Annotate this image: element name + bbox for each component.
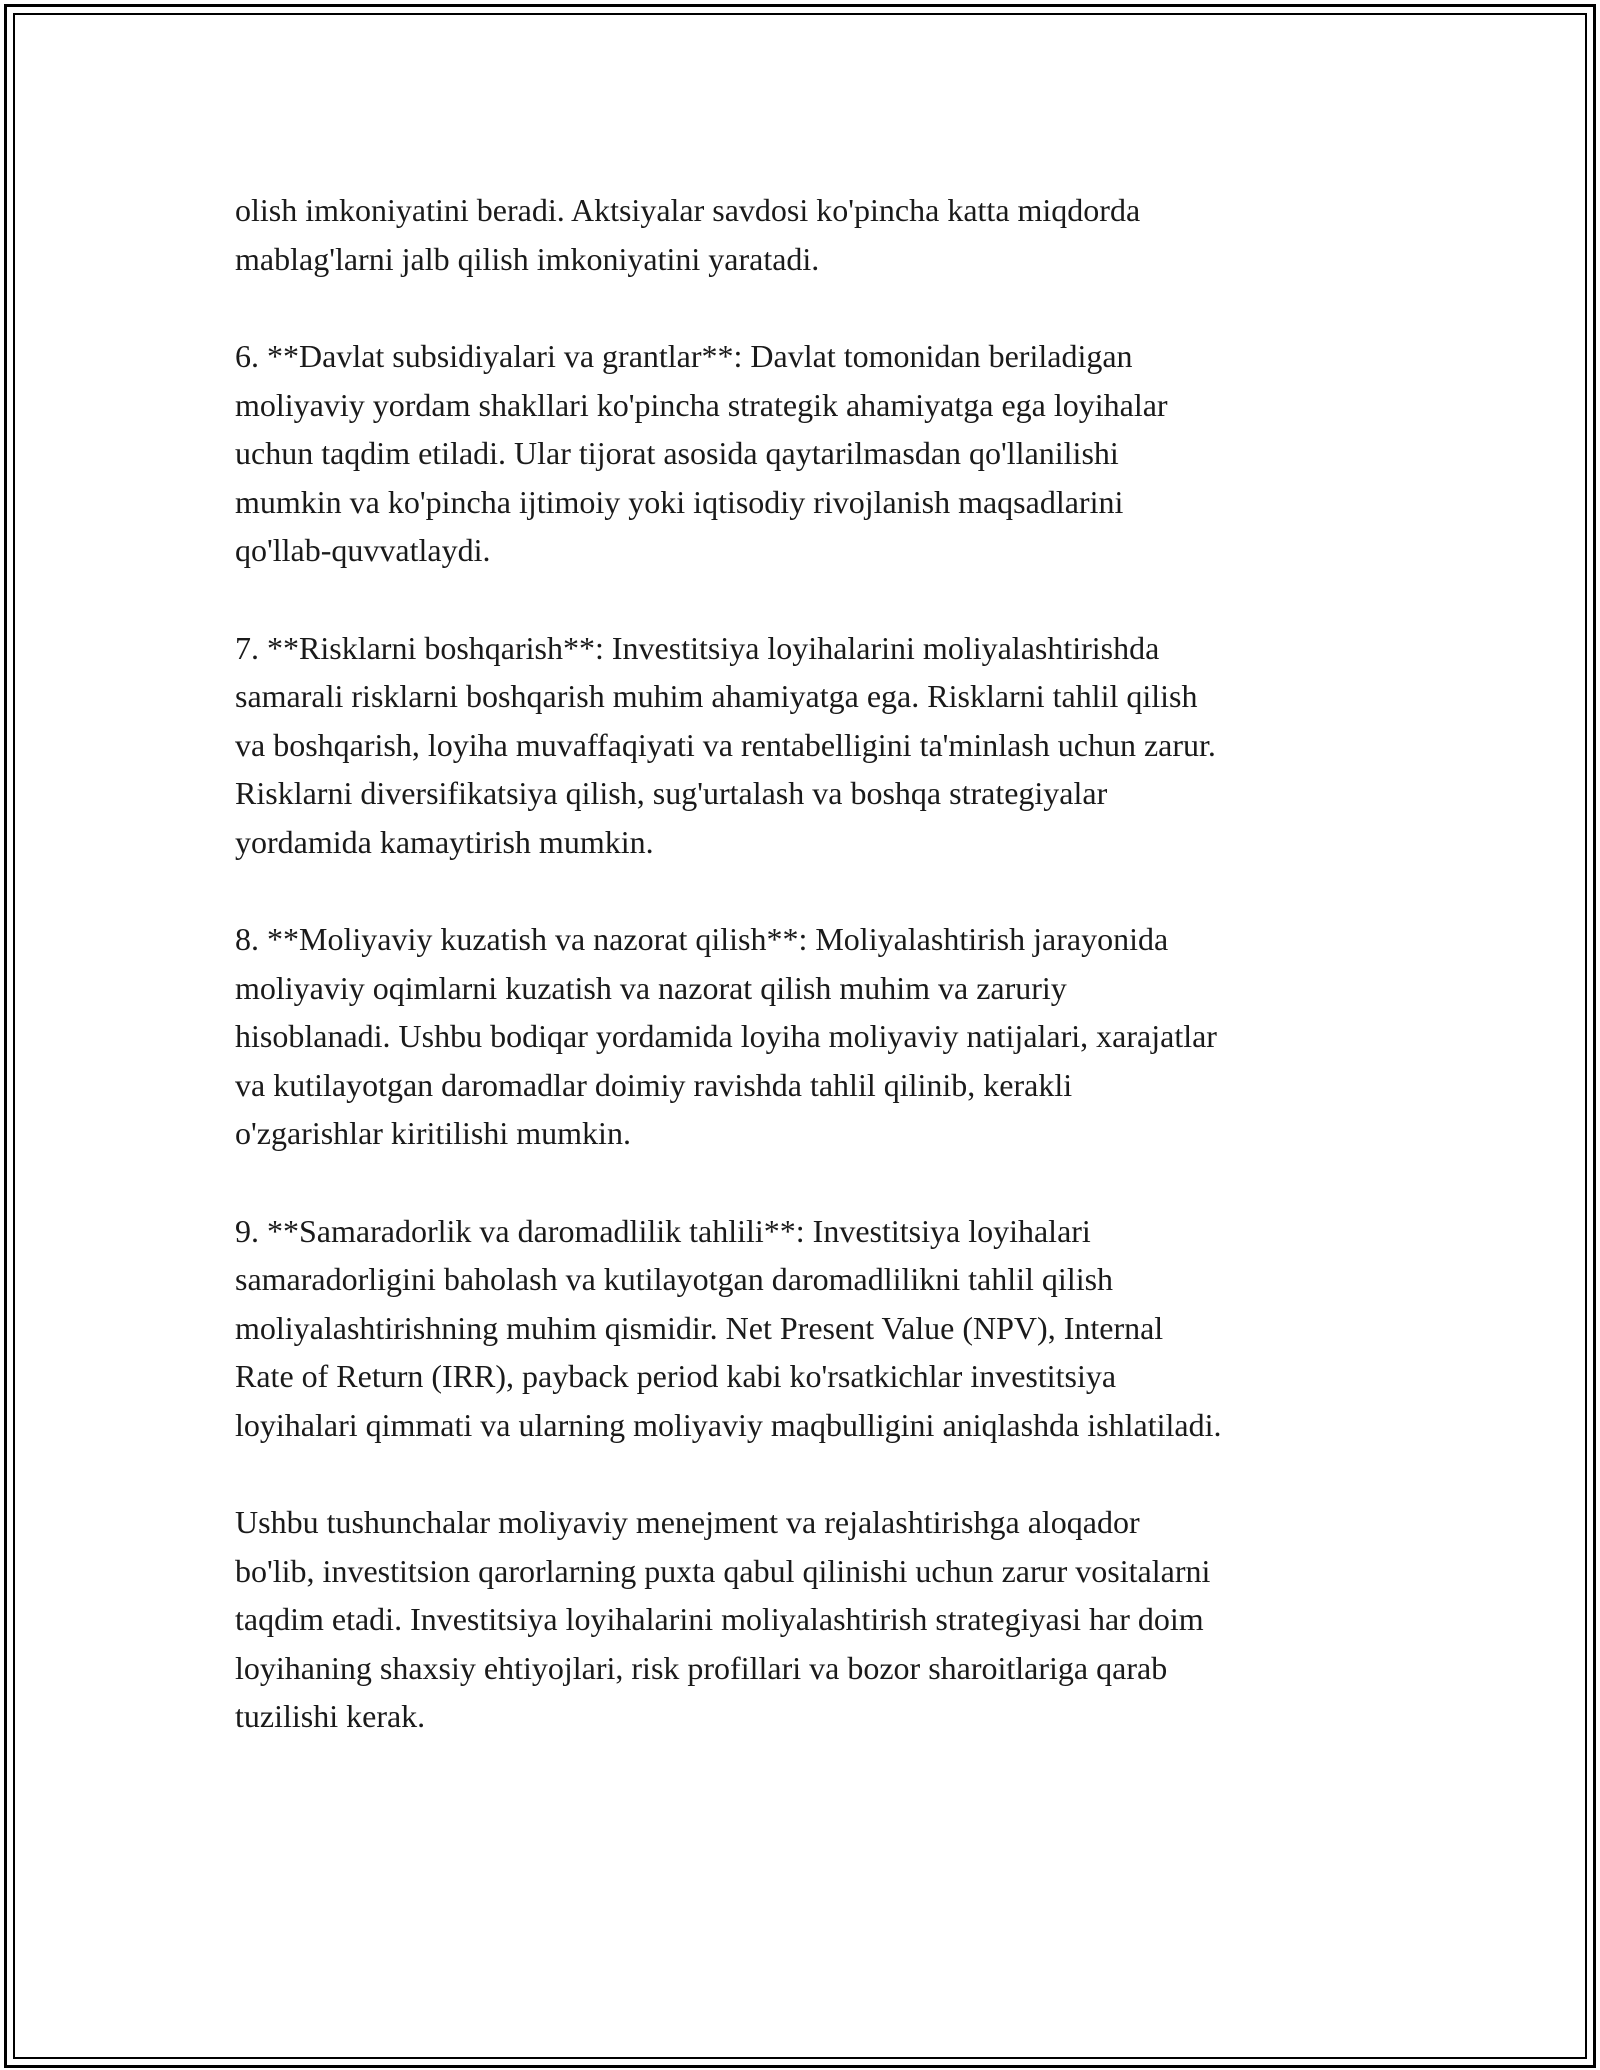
paragraph-item-7: 7. **Risklarni boshqarish**: Investitsiya loyihalarini moliyalashtirishda samarali risklarni boshqarish muhim ahamiyatga ega. Risklarni tahlil qilish va boshqarish, loyiha muvaffaqiyati va rentabelligini ta'minlash uchun zarur. Risklarni diversifikatsiya qilish, sug'urtalash va boshqa strategiyalar yordamida kamaytirish mumkin. — [235, 629, 1216, 860]
paragraph-conclusion: Ushbu tushunchalar moliyaviy menejment va rejalashtirishga aloqador bo'lib, investitsion qarorlarning puxta qabul qilinishi uchun zarur vositalarni taqdim etadi. Investitsiya loyihalarini moliyalashtirish strategiyasi har doim loyihaning shaxsiy ehtiyojlari, risk profillari va bozor sharoitlariga qarab tuzilishi kerak. — [235, 1504, 1211, 1734]
paragraph-intro-continuation: olish imkoniyatini beradi. Aktsiyalar savdosi ko'pincha katta miqdorda mablag'larni jalb qilish imkoniyatini yaratadi. — [235, 192, 1141, 277]
document-body — [235, 186, 1375, 1741]
paragraph-item-9: 9. **Samaradorlik va daromadlilik tahlili**: Investitsiya loyihalari samaradorligini baholash va kutilayotgan daromadlilikni tahlil qilish moliyalashtirishning muhim qismidir. Net Present Value (NPV), Internal Rate of Return (IRR), payback period kabi ko'rsatkichlar investitsiya loyihalari qimmati va ularning moliyaviy maqbulligini aniqlashda ishlatiladi. — [235, 1212, 1222, 1443]
paragraph-item-6: 6. **Davlat subsidiyalari va grantlar**: Davlat tomonidan beriladigan moliyaviy yordam shakllari ko'pincha strategik ahamiyatga ega loyihalar uchun taqdim etiladi. Ular tijorat asosida qaytarilmasdan qo'llanilishi mumkin va ko'pincha ijtimoiy yoki iqtisodiy rivojlanish maqsadlarini qo'llab-quvvatlaydi. — [235, 338, 1168, 568]
paragraph-item-8: 8. **Moliyaviy kuzatish va nazorat qilish**: Moliyalashtirish jarayonida moliyaviy oqimlarni kuzatish va nazorat qilish muhim va zaruriy hisoblanadi. Ushbu bodiqar yordamida loyiha moliyaviy natijalari, xarajatlar va kutilayotgan daromadlar doimiy ravishda tahlil qilinib, kerakli o'zgarishlar kiritilishi mumkin. — [235, 921, 1217, 1151]
